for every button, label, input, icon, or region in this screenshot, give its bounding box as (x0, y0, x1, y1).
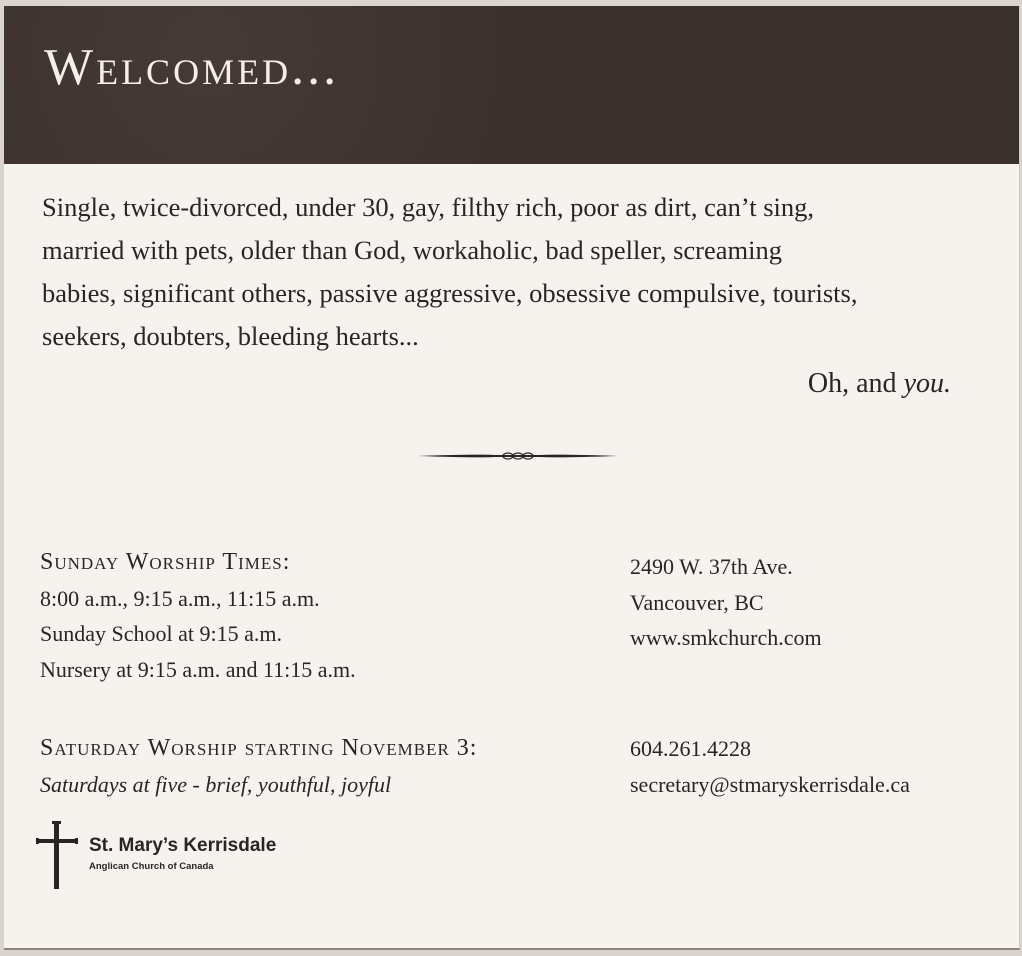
sunday-service-times: 8:00 a.m., 9:15 a.m., 11:15 a.m. (40, 585, 320, 611)
signoff-emphasis: you. (903, 368, 951, 399)
signoff (808, 368, 951, 400)
sunday-worship-heading: Sunday Worship Times: (40, 549, 291, 575)
banner-title: Welcomed... (44, 39, 340, 96)
intro-paragraph (42, 186, 997, 358)
church-logo (34, 821, 354, 891)
website-link[interactable]: www.smkchurch.com (630, 625, 822, 650)
phone-number[interactable]: 604.261.4228 (630, 736, 751, 761)
intro-line: seekers, doubters, bleeding hearts... (42, 321, 419, 351)
intro-line: babies, significant others, passive aggressive, obsessive compulsive, tourists, (42, 278, 858, 308)
welcome-ad (4, 6, 1020, 950)
intro-line: married with pets, older than God, workaholic, bad speller, screaming (42, 235, 782, 265)
city: Vancouver, BC (630, 589, 764, 615)
street-address: 2490 W. 37th Ave. (630, 554, 793, 579)
email-link[interactable]: secretary@stmaryskerrisdale.ca (630, 771, 910, 797)
contact-block (630, 731, 910, 802)
saturday-worship-block (40, 731, 477, 802)
cross-icon (34, 821, 82, 891)
signoff-lead: Oh, and (807, 368, 904, 399)
saturday-worship-heading: Saturday Worship starting November 3: (40, 735, 478, 761)
divider-ornament-icon (416, 446, 620, 466)
title-banner (4, 6, 1019, 164)
address-block (630, 549, 822, 656)
sunday-school-time: Sunday School at 9:15 a.m. (40, 621, 282, 646)
church-affiliation: Anglican Church of Canada (89, 861, 214, 872)
church-name: St. Mary’s Kerrisdale (89, 835, 277, 856)
nursery-times: Nursery at 9:15 a.m. and 11:15 a.m. (40, 656, 356, 682)
sunday-worship-block (40, 545, 356, 687)
intro-line: Single, twice-divorced, under 30, gay, filthy rich, poor as dirt, can’t sing, (42, 192, 814, 222)
saturday-tagline: Saturdays at five - brief, youthful, joyful (40, 771, 392, 797)
